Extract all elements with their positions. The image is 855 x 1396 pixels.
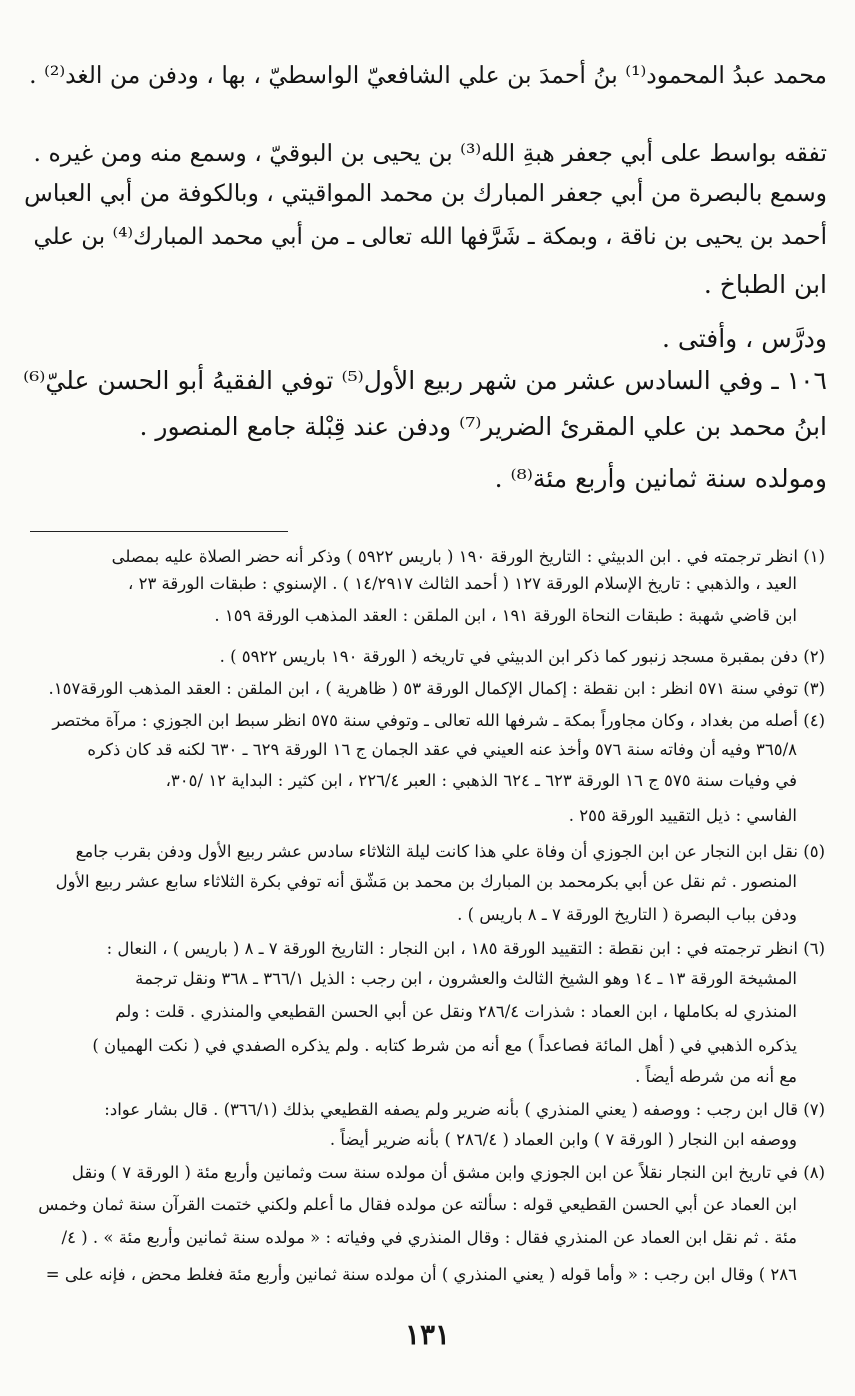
- footnote-line: (٣) توفي سنة ٥٧١ انظر : ابن نقطة : إكمال الإكمال الورقة ٥٣ ( ظاهرية ) ، ابن الملقن : العقد المذهب الورقة١٥٧.: [48, 679, 825, 698]
- main-line: أحمد بن يحيى بن ناقة ، وبمكة ـ شَرَّفها الله تعالى ـ من أبي محمد المبارك⁽⁴⁾ بن علي: [33, 224, 827, 250]
- footnote-line: ودفن بباب البصرة ( التاريخ الورقة ٧ ـ ٨ باريس ) .: [457, 905, 797, 924]
- footnote-line: ٢٨٦ ) وقال ابن رجب : « وأما قوله ( يعني المنذري ) أن مولده سنة ثمانين وأربع مئة فغلط محض ، فإنه على =: [45, 1265, 797, 1284]
- footnote-line: ابن قاضي شهبة : طبقات النحاة الورقة ١٩١ ، ابن الملقن : العقد المذهب الورقة ١٥٩ .: [214, 606, 797, 625]
- footnote-line: ٣٦٥/٨ وفيه أن وفاته سنة ٥٧٦ وأخذ عنه العيني في عقد الجمان ج ١٦ الورقة ٦٢٩ ـ ٦٣٠ لكنه قد كان ذكره: [87, 740, 797, 759]
- main-line: ابنُ محمد بن علي المقرئ الضرير⁽⁷⁾ ودفن عند قِبْلة جامع المنصور .: [139, 412, 827, 441]
- footnote-line: (١) انظر ترجمته في . ابن الدبيثي : التاريخ الورقة ١٩٠ ( باريس ٥٩٢٢ ) وذكر أنه حضر الصلاة عليه بمصلى: [111, 547, 825, 566]
- footnote-line: المنذري له بكاملها ، ابن العماد : شذرات ٢٨٦/٤ ونقل عن أبي الحسن القطيعي والمنذري . قلت : ولم: [115, 1002, 797, 1021]
- footnote-divider: [30, 531, 288, 532]
- footnote-line: الفاسي : ذيل التقييد الورقة ٢٥٥ .: [568, 806, 797, 825]
- footnote-line: ابن العماد عن أبي الحسن القطيعي قوله : سألته عن مولده فقال ما أعلم ولكني ختمت القرآن سنة ثمان وخمس: [38, 1195, 797, 1214]
- footnote-line: (٨) في تاريخ ابن النجار نقلاً عن ابن الجوزي وابن مشق أن مولده سنة ست وثمانين وأربع مئة ( الورقة ٧ ) ونقل: [71, 1163, 825, 1182]
- main-line: وسمع بالبصرة من أبي جعفر المبارك بن محمد المواقيتي ، وبالكوفة من أبي العباس: [24, 179, 827, 207]
- footnote-line: مئة . ثم نقل ابن العماد عن المنذري فقال : وقال المنذري في وفياته : « مولده سنة ثمانين وأربع مئة » . ( ٤/: [61, 1228, 797, 1247]
- page-number: ١٣١: [404, 1318, 451, 1351]
- footnote-line: (٦) انظر ترجمته في : ابن نقطة : التقييد الورقة ١٨٥ ، ابن النجار : التاريخ الورقة ٧ ـ ٨ ( باريس ) ، النعال :: [106, 939, 825, 958]
- main-line: ابن الطباخ .: [703, 270, 827, 299]
- footnote-line: (٧) قال ابن رجب : ووصفه ( يعني المنذري ) بأنه ضرير ولم يصفه القطيعي بذلك (٣٦٦/١) . قال بشار عواد:: [104, 1100, 825, 1119]
- footnote-line: (٤) أصله من بغداد ، وكان مجاوراً بمكة ـ شرفها الله تعالى ـ وتوفي سنة ٥٧٥ انظر سبط ابن الجوزي : مرآة مختصر: [52, 711, 825, 730]
- footnote-line: المشيخة الورقة ١٣ ـ ١٤ وهو الشيخ الثالث والعشرون ، ابن رجب : الذيل ٣٦٦/١ ـ ٣٦٨ ونقل ترجمة: [135, 969, 797, 988]
- footnote-line: يذكره الذهبي في ( أهل المائة فصاعداً ) مع أنه من شرط كتابه . ولم يذكره الصفدي في ( نكت الهميان ): [92, 1036, 797, 1055]
- footnote-line: ووصفه ابن النجار ( الورقة ٧ ) وابن العماد ( ٢٨٦/٤ ) بأنه ضرير أيضاً .: [329, 1130, 797, 1149]
- footnote-line: في وفيات سنة ٥٧٥ ج ١٦ الورقة ٦٢٣ ـ ٦٢٤ الذهبي : العبر ٢٢٦/٤ ، ابن كثير : البداية ١٢ /٣٠٥،: [165, 771, 797, 790]
- footnote-line: (٥) نقل ابن النجار عن ابن الجوزي أن وفاة علي هذا كانت ليلة الثلاثاء سادس عشر ربيع الأول ودفن بقرب جامع: [75, 842, 825, 861]
- footnote-line: مع أنه من شرطه أيضاً .: [635, 1067, 797, 1086]
- main-line: ومولده سنة ثمانين وأربع مئة⁽⁸⁾ .: [494, 464, 827, 493]
- footnote-line: المنصور . ثم نقل عن أبي بكرمحمد بن المبارك بن محمد بن مَشّق أنه توفي بكرة الثلاثاء سابع عشر ربيع الأول: [55, 872, 797, 891]
- main-line: ودرَّس ، وأفتى .: [661, 324, 827, 353]
- main-line: ١٠٦ ـ وفي السادس عشر من شهر ربيع الأول⁽⁵⁾ توفي الفقيهُ أبو الحسن عليّ⁽⁶⁾: [23, 366, 827, 395]
- footnote-line: العيد ، والذهبي : تاريخ الإسلام الورقة ١٢٧ ( أحمد الثالث ١٤/٢٩١٧ ) . الإسنوي : طبقات الورقة ٢٣ ،: [128, 574, 797, 593]
- main-line: تفقه بواسط على أبي جعفر هبةِ الله⁽³⁾ بن يحيى بن البوقيّ ، وسمع منه ومن غيره .: [33, 139, 827, 167]
- main-line: محمد عبدُ المحمود⁽¹⁾ بنُ أحمدَ بن علي الشافعيّ الواسطيّ ، بها ، ودفن من الغد⁽²⁾ .: [29, 61, 827, 89]
- footnote-line: (٢) دفن بمقبرة مسجد زنبور كما ذكر ابن الدبيثي في تاريخه ( الورقة ١٩٠ باريس ٥٩٢٢ ) .: [219, 647, 825, 666]
